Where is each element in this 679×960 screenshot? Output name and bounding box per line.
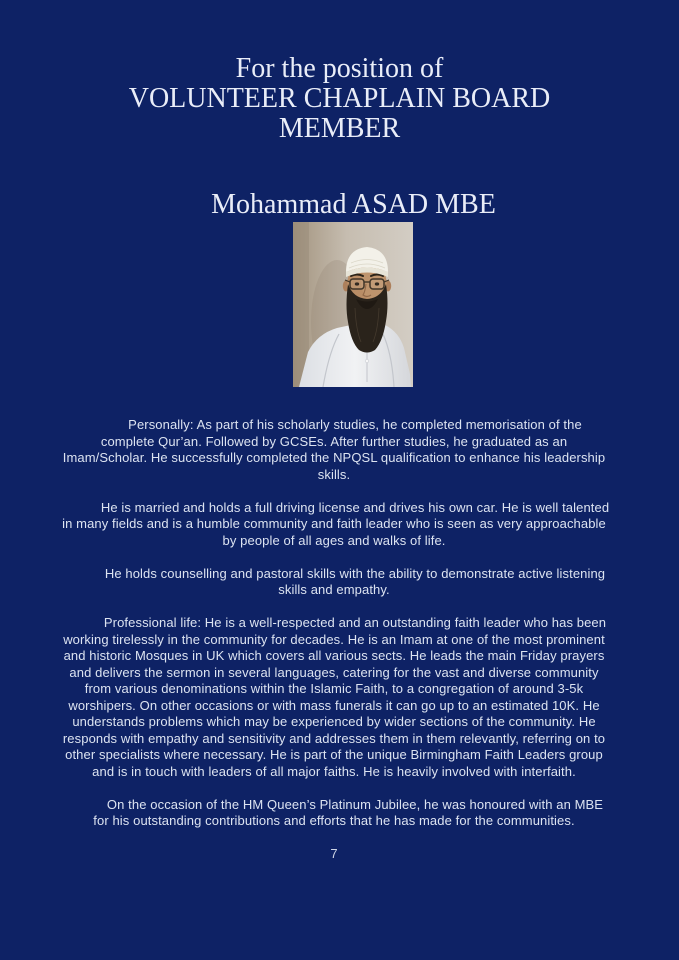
paragraph-personally: Personally: As part of his scholarly studies, he completed memorisation of the complete Qur’an. Followed by GCSEs. After further studies, he graduated as an Imam/Scholar. He successfully completed the NPQSL qualification to enhance his leadership skills.: [62, 417, 606, 482]
paragraph-mbe: On the occasion of the HM Queen’s Platinum Jubilee, he was honoured with an MBE for his outstanding contributions and efforts that he has made for the communities.: [93, 796, 604, 828]
portrait-photo-illustration: [293, 222, 413, 387]
candidate-name: Mohammad ASAD MBE: [211, 189, 496, 220]
biography-text: [58, 417, 610, 863]
paragraph-married: He is married and holds a full driving license and drives his own car. He is well talented in many fields and is a humble community and faith leader who is seen as very approachable by people of all ages and walks of life.: [62, 499, 610, 548]
paragraph-counselling: He holds counselling and pastoral skills with the ability to demonstrate active listening skills and empathy.: [104, 565, 606, 597]
heading-line-3: MEMBER: [278, 113, 401, 144]
portrait-photo: [293, 222, 413, 387]
page-number: 7: [330, 846, 338, 861]
paragraph-professional-life: Professional life: He is a well-respected and an outstanding faith leader who has been working tirelessly in the community for decades. He is an Imam at one of the most prominent and historic Mosques in UK which covers all various sects. He leads the main Friday prayers and delivers the sermon in several languages, catering for the vast and diverse community from various denominations within the Islamic Faith, to a congregation of around 3-5k worshipers. On other occasions or with mass funerals it can go up to an estimated 10K. He understands problems which may be experienced by wider sections of the community. He responds with empathy and sensitivity and addresses them in them relevantly, referring on to other specialists where necessary. He is part of the unique Birmingham Faith Leaders group and is in touch with leaders of all major faiths. He is heavily involved with interfaith.: [62, 615, 607, 779]
heading-line-2: VOLUNTEER CHAPLAIN BOARD: [128, 83, 551, 114]
heading-line-1: For the position of: [235, 53, 444, 84]
position-heading: [0, 54, 679, 144]
